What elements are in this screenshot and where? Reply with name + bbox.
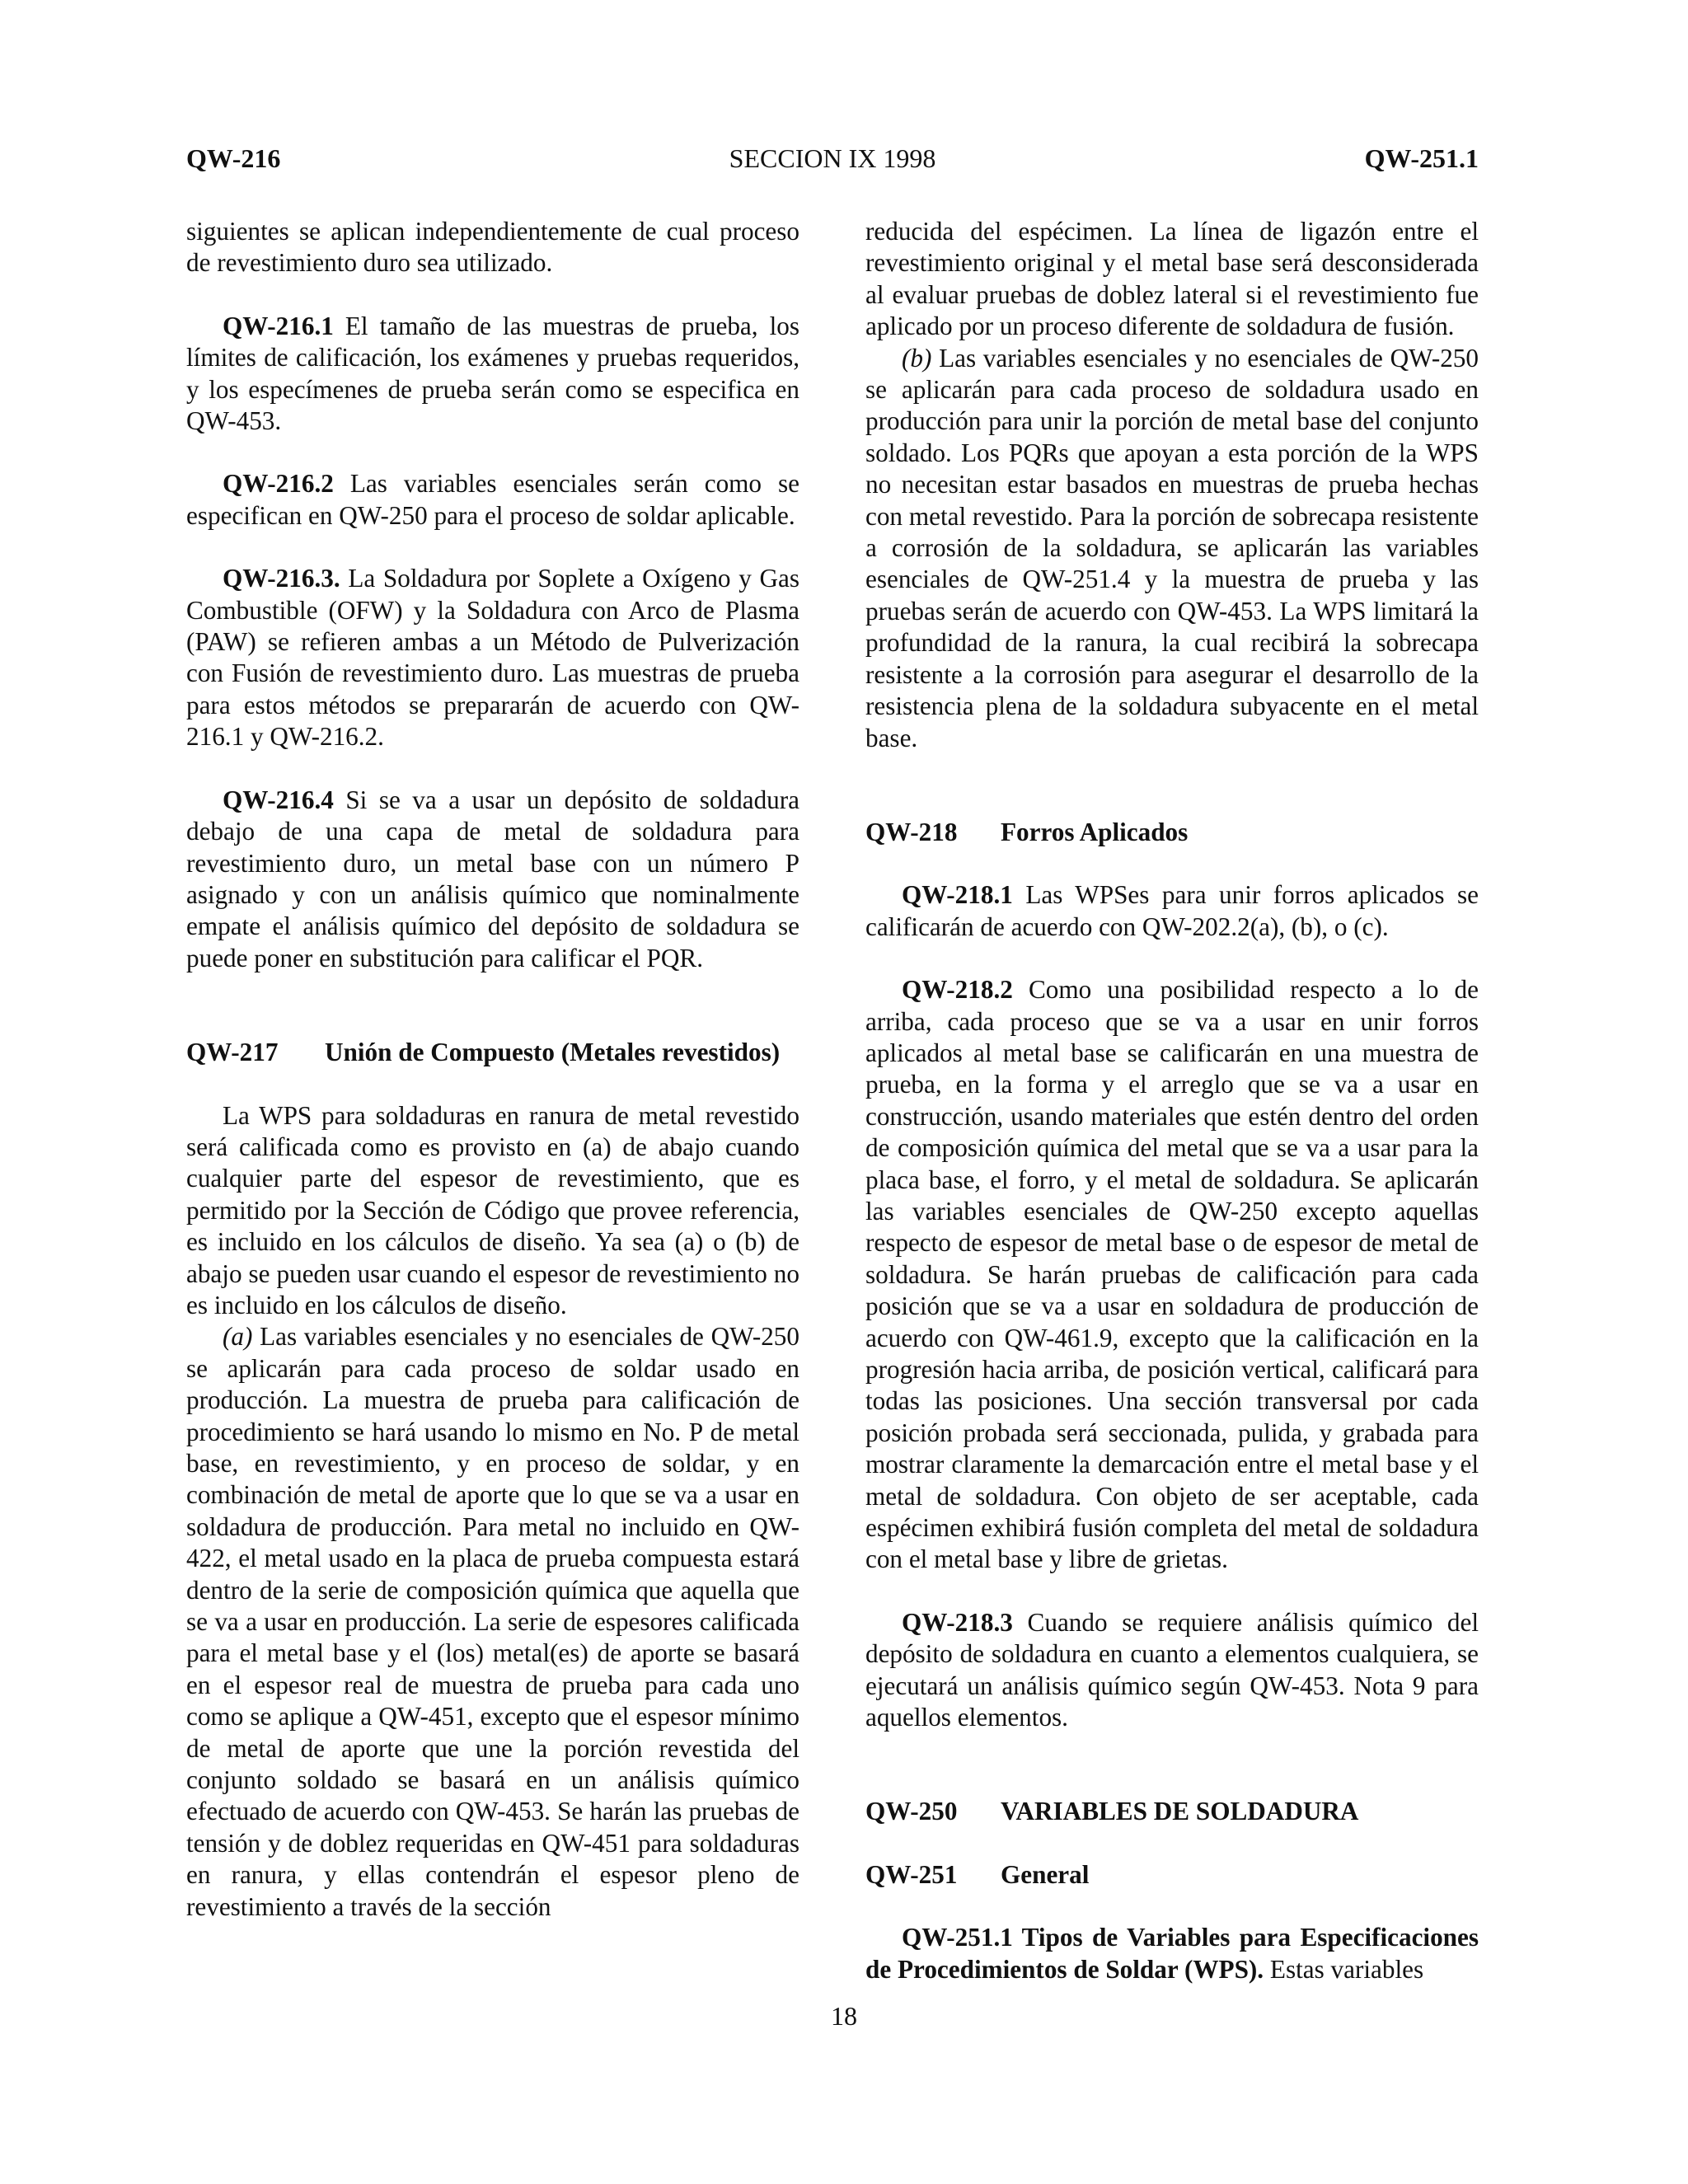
paragraph-continuation: reducida del espécimen. La línea de ligazón entre el revestimiento original y el metal base será desconsiderada al evaluar pruebas de doblez lateral si el revestimiento fue aplicado por un proceso diferente de soldadura de fusión. — [865, 217, 1479, 341]
paragraph-qw-216-2 — [186, 468, 799, 532]
section-heading-qw-250 — [865, 1796, 1479, 1827]
section-heading-qw-218 — [865, 817, 1479, 848]
left-column — [186, 216, 799, 1923]
clause-text: La Soldadura por Soplete a Oxígeno y Gas Combustible (OFW) y la Soldadura con Arco de Plasma (PAW) se refieren ambas a un Método de Pulverización con Fusión de revestimiento duro. Las muestras de prueba para estos métodos se prepararán de acuerdo con QW-216.1 y QW-216.2. — [186, 564, 799, 752]
clause-text: Las variables esenciales serán como se especifican en QW-250 para el proceso de soldar aplicable. — [186, 469, 799, 530]
right-column — [865, 216, 1479, 1985]
section-number: QW-250 — [865, 1797, 958, 1826]
paragraph-qw-216-1 — [186, 311, 799, 438]
paragraph-qw-218-1 — [865, 879, 1479, 943]
item-text: Las variables esenciales y no esenciales de QW-250 se aplicarán para cada proceso de soldar usado en producción. La muestra de prueba para calificación de procedimiento se hará usando lo mismo en No. P de metal base, en revestimiento, y en proceso de soldar, y en combinación de metal de aporte que lo que se va a usar en soldadura de producción. Para metal no incluido en QW-422, el metal usado en la placa de prueba compuesta estará dentro de la serie de composición química que aquella que se va a usar en producción. La serie de espesores calificada para el metal base y el (los) metal(es) de aporte se basará en el espesor real de muestra de prueba para cada uno como se aplique a QW-451, excepto que el espesor mínimo de metal de aporte que une la porción revestida del conjunto soldado se basará en un análisis químico efectuado de acuerdo con QW-453. Se harán las pruebas de tensión y de doblez requeridas en QW-451 para soldaduras en ranura, y ellas contendrán el espesor pleno de revestimiento a través de la sección — [186, 1322, 799, 1921]
section-heading-qw-251 — [865, 1859, 1479, 1891]
clause-text: Las WPSes para unir forros aplicados se calificarán de acuerdo con QW-202.2(a), (b), o (c). — [865, 880, 1479, 941]
paragraph-qw-218-3 — [865, 1607, 1479, 1734]
item-label: (a) — [223, 1322, 253, 1352]
section-title: VARIABLES DE SOLDADURA — [1001, 1797, 1359, 1826]
section-title: General — [1001, 1859, 1090, 1889]
paragraph-qw-217-b — [865, 343, 1479, 754]
clause-text: Como una posibilidad respecto a lo de arriba, cada proceso que se va a usar en unir forros aplicados al metal base se calificarán en una muestra de prueba, en la forma y el arreglo que se va a usar en construcción, usando materiales que estén dentro del orden de composición química del metal que se va a usar para la placa base, el forro, y el metal de soldadura. Se aplicarán las variables esenciales de QW-250 excepto aquellas respecto de espesor de metal base o de espesor de metal de soldadura. Se harán pruebas de calificación para cada posición que se va a usar en soldadura de producción de acuerdo con QW-461.9, excepto que la calificación en la progresión hacia arriba, de posición vertical, calificará para todas las posiciones. Una sección transversal por cada posición probada será seccionada, pulida, y grabada para mostrar claramente la demarcación entre el metal base y el metal de soldadura. Con objeto de ser aceptable, cada espécimen exhibirá fusión completa del metal de soldadura con el metal base y libre de grietas. — [865, 975, 1479, 1574]
header-right-code: QW-251.1 — [1364, 143, 1479, 173]
header-section-title: SECCION IX 1998 — [729, 143, 936, 173]
clause-text: Cuando se requiere análisis químico del depósito de soldadura en cuanto a elementos cualquiera, se ejecutará un análisis químico según QW-453. Nota 9 para aquellos elementos. — [865, 1607, 1479, 1732]
clause-label: QW-218.3 — [902, 1607, 1013, 1637]
section-heading-qw-217 — [186, 1037, 799, 1068]
clause-label: QW-251.1 Tipos de Variables para Especificaciones de Procedimientos de Soldar (WPS). — [865, 1923, 1479, 1984]
paragraph-qw-217-a — [186, 1321, 799, 1923]
clause-label: QW-216.4 — [223, 785, 334, 814]
header-left-code: QW-216 — [186, 143, 281, 173]
section-number: QW-251 — [865, 1859, 958, 1889]
paragraph-intro: siguientes se aplican independientemente de cual proceso de revestimiento duro sea utilizado. — [186, 217, 799, 278]
page-number: 18 — [831, 2001, 857, 2031]
paragraph-qw-251-1 — [865, 1922, 1479, 1985]
clause-text: El tamaño de las muestras de prueba, los límites de calificación, los exámenes y pruebas requeridos, y los especímenes de prueba serán como se especifica en QW-453. — [186, 311, 799, 436]
clause-label: QW-216.3. — [223, 564, 340, 593]
paragraph-qw-218-2 — [865, 974, 1479, 1576]
item-text: Las variables esenciales y no esenciales de QW-250 se aplicarán para cada proceso de soldadura usado en producción para unir la porción de metal base del conjunto soldado. Los PQRs que apoyan a esta porción de la WPS no necesitan estar basados en muestras de prueba hechas con metal revestido. Para la porción de sobrecapa resistente a corrosión de la soldadura, se aplicarán las variables esenciales de QW-251.4 y la muestra de prueba y las pruebas serán de acuerdo con QW-453. La WPS limitará la profundidad de la ranura, la cual recibirá la sobrecapa resistente a la corrosión para asegurar el desarrollo de la resistencia plena de la soldadura subyacente en el metal base. — [865, 343, 1479, 752]
clause-label: QW-218.1 — [902, 880, 1013, 910]
clause-text: Si se va a usar un depósito de soldadura debajo de una capa de metal de soldadura para revestimiento duro, un metal base con un número P asignado y con un análisis químico que nominalmente empate el análisis químico del depósito de soldadura se puede poner en substitución para calificar el PQR. — [186, 785, 799, 972]
page-header — [186, 143, 1479, 185]
paragraph-qw-216-4 — [186, 785, 799, 974]
paragraph-qw-216-3 — [186, 563, 799, 752]
clause-text: Estas variables — [1264, 1954, 1424, 1984]
clause-label: QW-218.2 — [902, 975, 1013, 1005]
section-title: Unión de Compuesto (Metales revestidos) — [325, 1038, 781, 1067]
clause-label: QW-216.2 — [223, 469, 334, 499]
section-number: QW-218 — [865, 817, 958, 846]
section-title: Forros Aplicados — [1001, 817, 1189, 846]
paragraph-qw-217-intro: La WPS para soldaduras en ranura de metal revestido será calificada como es provisto en (a) de abajo cuando cualquier parte del espesor de revestimiento, que es permitido por la Sección de Código que provee referencia, es incluido en los cálculos de diseño. Ya sea (a) o (b) de abajo se pueden usar cuando el espesor de revestimiento no es incluido en los cálculos de diseño. — [186, 1100, 799, 1319]
item-label: (b) — [902, 343, 932, 373]
clause-label: QW-216.1 — [223, 311, 334, 340]
section-number: QW-217 — [186, 1038, 279, 1067]
